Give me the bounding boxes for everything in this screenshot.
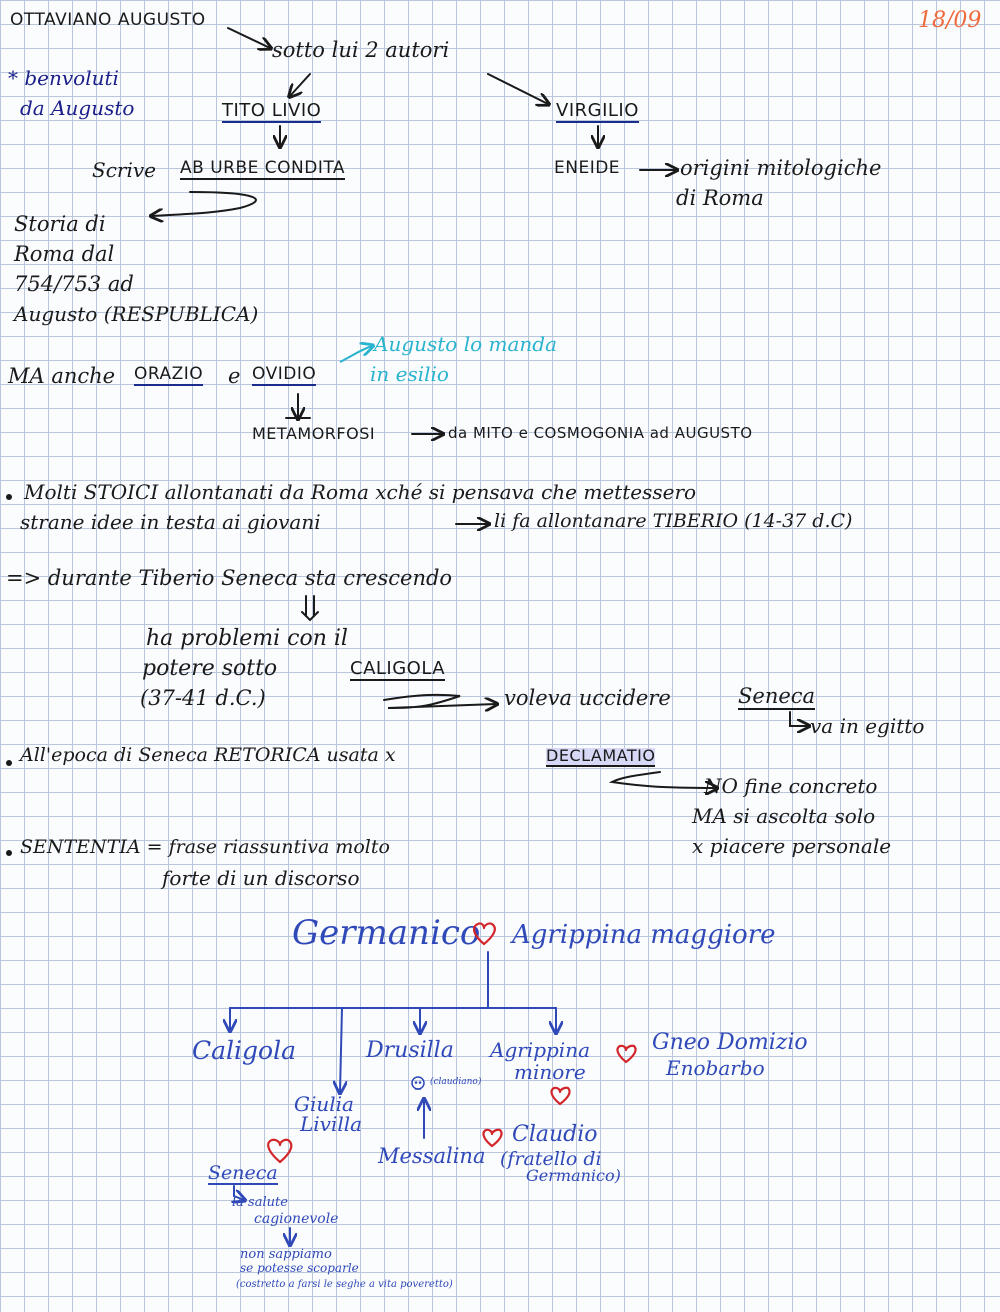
health-line1: la salute: [232, 1195, 288, 1210]
ovidio-label: OVIDIO: [252, 364, 317, 384]
two-authors-text: sotto lui 2 autori: [272, 38, 450, 62]
arrow-seneca-health: [234, 1186, 244, 1200]
double-arrow-down: [306, 596, 314, 616]
agrippina-maggiore-label: Agrippina maggiore: [512, 920, 776, 950]
exile-line1: Augusto lo manda: [374, 332, 557, 356]
caligola-label: CALIGOLA: [350, 658, 446, 679]
history-line4: Augusto (RESPUBLICA): [14, 302, 259, 326]
giulia-line2: Livilla: [300, 1112, 363, 1136]
problems-line2: potere sotto: [142, 656, 278, 681]
problems-line1: ha problemi con il: [146, 626, 348, 651]
gneo-domizio-line2: Enobarbo: [666, 1056, 765, 1080]
claudiano-note: (claudiano): [430, 1077, 482, 1087]
arrow-augusto-to-authors: [228, 28, 270, 48]
claudio-note-line1: (fratello di: [500, 1148, 602, 1170]
metamorfosi-label: METAMORFOSI: [252, 424, 376, 443]
beloved-note-line1: * benvoluti: [8, 66, 119, 90]
health-line2: cagionevole: [254, 1211, 339, 1227]
stoici-line2-prefix: strane idee in testa ai giovani: [20, 510, 321, 534]
seneca-family-label: Seneca: [208, 1162, 278, 1184]
arrow-ovidio-exile: [340, 346, 372, 362]
conjunction-e: e: [228, 364, 241, 388]
arrow-declamatio-notes: [612, 772, 716, 788]
declamatio-label: DECLAMATIO: [546, 746, 656, 765]
beloved-note-line2: da Augusto: [20, 96, 135, 120]
title-ottaviano-augusto: OTTAVIANO AUGUSTO: [10, 10, 206, 30]
caligola-child-label: Caligola: [192, 1036, 296, 1065]
history-line2: Roma dal: [14, 242, 115, 266]
arrow-condita-history: [152, 192, 256, 216]
heart-icon: [474, 923, 495, 944]
metamorfosi-description: da MITO e COSMOGONIA ad AUGUSTO: [448, 424, 753, 442]
arrow-authors-to-virgilio: [488, 74, 548, 104]
ab-urbe-condita-label: AB URBE CONDITA: [180, 158, 346, 178]
caligola-dates: (37-41 d.C.): [140, 686, 266, 710]
arrow-authors-to-livio: [290, 74, 310, 96]
agrippina-minore-line1: Agrippina: [490, 1038, 591, 1062]
heart-icon: [268, 1140, 291, 1162]
retorica-line: All'epoca di Seneca RETORICA usata x: [20, 744, 396, 766]
retorica-note2: MA si ascolta solo: [692, 804, 876, 828]
giulia-line1: Giulia: [294, 1092, 354, 1116]
history-line1: Storia di: [14, 212, 106, 236]
origins-line2: di Roma: [676, 186, 764, 210]
egypt-text: va in egitto: [810, 714, 925, 738]
wanted-kill-text: voleva uccidere: [504, 686, 671, 710]
unknown-line3: (costretto a farsi le seghe a vita poveretto): [236, 1279, 453, 1290]
arrow-seneca-egypt: [790, 712, 808, 726]
stoici-line1: Molti STOICI allontanati da Roma xché si pensava che mettessero: [24, 480, 697, 504]
claudio-label: Claudio: [512, 1122, 598, 1147]
retorica-note3: x piacere personale: [692, 834, 892, 858]
heart-icon: [618, 1046, 636, 1062]
heart-icon: [552, 1088, 570, 1104]
arrow-dates-wanted: [384, 695, 496, 708]
gneo-domizio-line1: Gneo Domizio: [652, 1030, 808, 1055]
heart-icon: [484, 1130, 502, 1146]
claudio-note-line2: Germanico): [526, 1166, 621, 1185]
scrive-text: Scrive: [92, 158, 156, 182]
exile-line2: in esilio: [370, 362, 449, 386]
unknown-line1: non sappiamo: [240, 1247, 332, 1262]
agrippina-minore-line2: minore: [514, 1060, 586, 1084]
sententia-line2: forte di un discorso: [162, 866, 360, 890]
orazio-label: ORAZIO: [134, 364, 204, 384]
page-date: 18/09: [918, 8, 982, 33]
retorica-note1: NO fine concreto: [704, 774, 878, 798]
history-line3: 754/753 ad: [14, 272, 134, 296]
sententia-line1: SENTENTIA = frase riassuntiva molto: [20, 836, 390, 858]
origins-line1: origini mitologiche: [680, 156, 882, 180]
tree-to-giulia: [340, 1008, 342, 1092]
germanico-label: Germanico: [292, 913, 481, 953]
messalina-label: Messalina: [378, 1144, 486, 1168]
ma-anche-text: MA anche: [8, 364, 116, 388]
drusilla-label: Drusilla: [366, 1038, 454, 1063]
stoici-line2-suffix: li fa allontanare TIBERIO (14-37 d.C): [494, 510, 853, 532]
virgilio-label: VIRGILIO: [556, 100, 639, 121]
seneca-growth-line: => durante Tiberio Seneca sta crescendo: [6, 566, 453, 590]
eneide-label: ENEIDE: [554, 158, 621, 178]
seneca-target-label: Seneca: [738, 684, 816, 708]
unknown-line2: se potesse scoparle: [240, 1261, 359, 1275]
tito-livio-label: TITO LIVIO: [222, 100, 322, 121]
